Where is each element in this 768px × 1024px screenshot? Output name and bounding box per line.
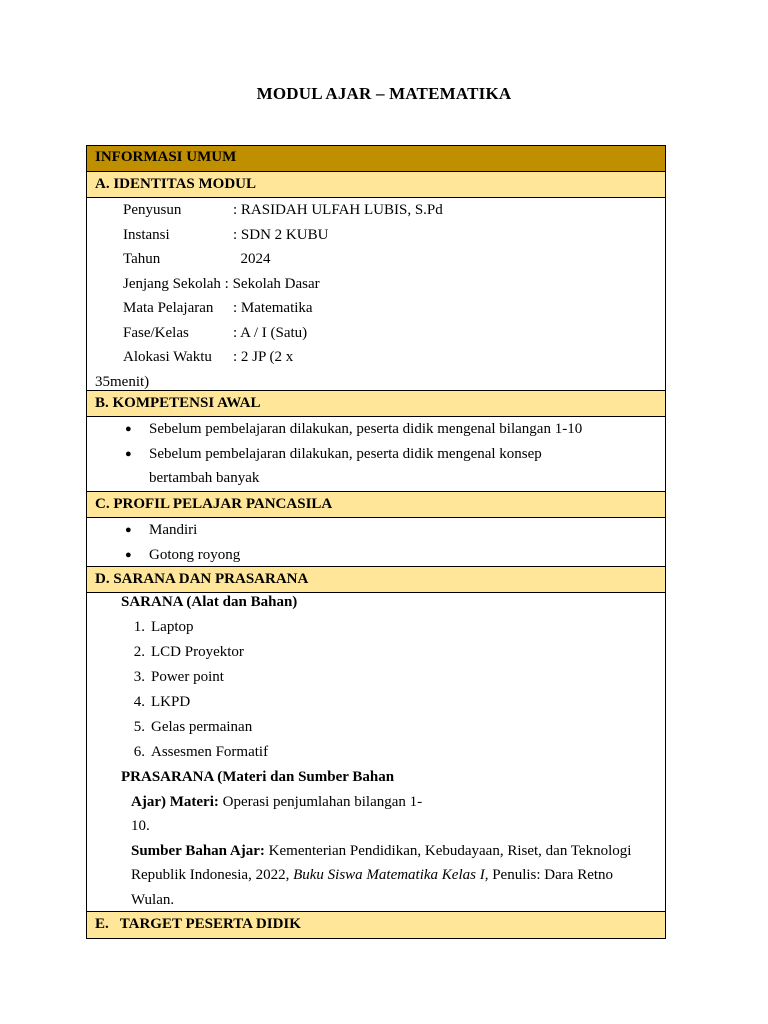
section-d-body xyxy=(87,593,665,912)
list-item xyxy=(87,740,665,765)
sumber-line-2 xyxy=(87,863,665,888)
section-c-body xyxy=(87,518,665,567)
list-item xyxy=(87,690,665,715)
identity-key: Tahun xyxy=(123,251,161,267)
sarana-title: SARANA (Alat dan Bahan) xyxy=(121,594,298,610)
list-item-text: Mandiri xyxy=(149,522,198,538)
section-a-body xyxy=(87,198,665,391)
list-item-text: Gotong royong xyxy=(149,546,241,563)
identity-value: : Matematika xyxy=(233,300,313,316)
general-info-header xyxy=(87,146,665,172)
list-item xyxy=(87,715,665,740)
bullet-icon: ● xyxy=(125,423,132,435)
section-d-title: D. SARANA DAN PRASARANA xyxy=(95,571,309,587)
list-item xyxy=(87,518,665,543)
identity-value: : SDN 2 KUBU xyxy=(233,226,329,243)
identity-row xyxy=(123,198,665,223)
sumber-line-3: Wulan. xyxy=(131,891,175,908)
identity-key: Instansi xyxy=(123,226,170,243)
list-item xyxy=(87,442,665,467)
identity-key: Mata Pelajaran xyxy=(123,300,214,316)
prasarana-title: PRASARANA (Materi dan Sumber Bahan xyxy=(121,769,395,785)
identity-row xyxy=(123,272,665,297)
materi-label: Ajar) Materi: xyxy=(131,793,219,810)
list-number: 2. xyxy=(133,644,145,660)
identity-key: Fase/Kelas xyxy=(123,324,189,341)
bullet-icon: ● xyxy=(125,524,132,536)
list-number: 5. xyxy=(133,719,145,735)
general-info-label: INFORMASI UMUM xyxy=(95,149,237,165)
section-d-header xyxy=(87,567,665,593)
section-b-body xyxy=(87,417,665,492)
identity-row xyxy=(123,296,665,321)
book-title: Buku Siswa Matematika Kelas I xyxy=(293,867,485,883)
materi-line xyxy=(87,790,665,815)
list-number: 3. xyxy=(133,669,145,685)
bullet-icon: ● xyxy=(125,447,132,460)
section-b-header xyxy=(87,391,665,417)
sumber-line xyxy=(87,839,665,864)
list-item-text: Gelas permainan xyxy=(151,719,253,735)
list-item xyxy=(87,665,665,690)
list-item xyxy=(87,417,665,442)
sumber-label: Sumber Bahan Ajar: xyxy=(131,842,265,859)
section-b-title: B. KOMPETENSI AWAL xyxy=(95,395,261,411)
section-a-header xyxy=(87,172,665,198)
materi-wrap: 10. xyxy=(131,818,150,834)
bullet-icon: ● xyxy=(125,548,132,561)
list-item-text: Laptop xyxy=(151,619,194,635)
sumber-text-a: Republik Indonesia, 2022, xyxy=(131,867,294,883)
identity-key: Jenjang Sekolah xyxy=(123,275,221,292)
list-item-text: Sebelum pembelajaran dilakukan, peserta didik mengenal bilangan 1-10 xyxy=(149,421,583,437)
list-item xyxy=(87,615,665,640)
list-number: 1. xyxy=(133,619,145,635)
list-item xyxy=(87,640,665,665)
section-c-title: C. PROFIL PELAJAR PANCASILA xyxy=(95,496,333,512)
identity-row xyxy=(123,247,665,272)
identity-row xyxy=(123,321,665,346)
list-item xyxy=(87,543,665,568)
list-number: 4. xyxy=(133,694,145,710)
identity-row xyxy=(123,345,665,370)
section-e-title: E. TARGET PESERTA DIDIK xyxy=(95,916,301,932)
identity-value: : RASIDAH ULFAH LUBIS, S.Pd xyxy=(233,202,443,218)
identity-value: : A / I (Satu) xyxy=(233,324,308,341)
section-e-header xyxy=(87,912,665,938)
list-item-text: Sebelum pembelajaran dilakukan, peserta didik mengenal konsep xyxy=(149,445,542,462)
list-item-text: Assesmen Formatif xyxy=(151,744,269,760)
identity-value: : Sekolah Dasar xyxy=(224,275,320,292)
identity-value: : 2 JP (2 x xyxy=(233,349,294,365)
list-item-text: LCD Proyektor xyxy=(151,644,244,660)
identity-key: Penyusun xyxy=(123,202,182,218)
identity-row xyxy=(123,223,665,248)
materi-value: Operasi penjumlahan bilangan 1- xyxy=(218,793,423,810)
document-title: MODUL AJAR – MATEMATIKA xyxy=(256,84,512,103)
sumber-text-b: , Penulis: Dara Retno xyxy=(484,867,614,883)
module-table xyxy=(86,145,666,939)
sumber-value: Kementerian Pendidikan, Kebudayaan, Riset, dan Teknologi xyxy=(264,842,632,859)
section-c-header xyxy=(87,492,665,518)
list-number: 6. xyxy=(133,744,145,760)
list-item-text: LKPD xyxy=(151,694,191,710)
identity-wrap: 35menit) xyxy=(95,373,150,390)
identity-value: 2024 xyxy=(233,251,271,267)
section-a-title: A. IDENTITAS MODUL xyxy=(95,176,256,192)
list-item-text: Power point xyxy=(151,669,224,685)
list-item-wrap: bertambah banyak xyxy=(149,470,260,486)
identity-key: Alokasi Waktu xyxy=(123,349,212,365)
